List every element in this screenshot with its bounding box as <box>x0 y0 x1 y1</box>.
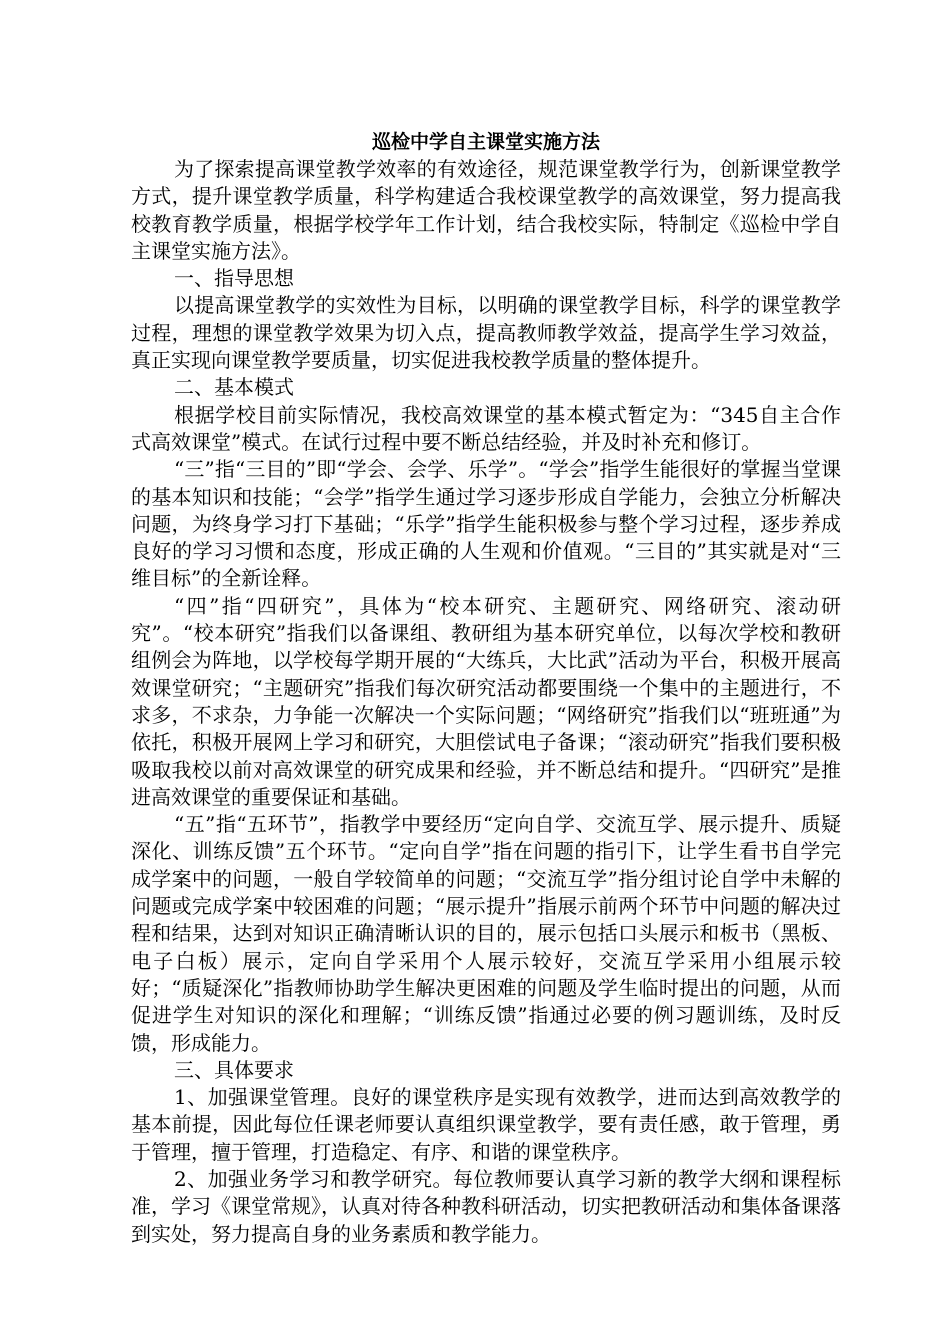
document-title: 巡检中学自主课堂实施方法 <box>371 131 600 153</box>
section-3-heading: 三、具体要求 <box>174 1057 294 1082</box>
section-2-paragraph-2: “三”指“三目的”即“学会、会学、乐学”。“学会”指学生能很好的掌握当堂课的基本知识和技能；“会学”指学生通过学习逐步形成自学能力，会独立分析解决问题，为终身学习打下基础；“乐学”指学生能积极参与整个学习过程，逐步养成良好的学习习惯和态度，形成正确的人生观和价值观。“三目的”其实就是对“三维目标”的全新诠释。 <box>131 457 841 591</box>
section-3-paragraph-1: 1、加强课堂管理。良好的课堂秩序是实现有效教学，进而达到高效教学的基本前提，因此每位任课老师要认真组织课堂教学，要有责任感，敢于管理，勇于管理，擅于管理，打造稳定、有序、和谐的课堂秩序。 <box>131 1085 841 1164</box>
document-body <box>131 128 841 1248</box>
section-3-paragraph-2: 2、加强业务学习和教学研究。每位教师要认真学习新的教学大纲和课程标准，学习《课堂常规》，认真对待各种教科研活动，切实把教研活动和集体备课落到实处，努力提高自身的业务素质和教学能力。 <box>131 1166 841 1246</box>
section-1-heading: 一、指导思想 <box>174 266 294 291</box>
section-2-paragraph-1: 根据学校目前实际情况，我校高效课堂的基本模式暂定为：“345自主合作式高效课堂”模式。在试行过程中要不断总结经验，并及时补充和修订。 <box>131 402 841 454</box>
section-2-paragraph-4: “五”指“五环节”，指教学中要经历“定向自学、交流互学、展示提升、质疑深化、训练反馈”五个环节。“定向自学”指在问题的指引下，让学生看书自学完成学案中的问题，一般自学较简单的问题；“交流互学”指分组讨论自学中未解的问题或完成学案中较困难的问题；“展示提升”指展示前两个环节中问题的解决过程和结果，达到对知识正确清晰认识的目的，展示包括口头展示和板书（黑板、电子白板）展示，定向自学采用个人展示较好，交流互学采用小组展示较好；“质疑深化”指教师协助学生解决更困难的问题及学生临时提出的问题，从而促进学生对知识的深化和理解；“训练反馈”指通过必要的例习题训练，及时反馈，形成能力。 <box>131 812 841 1055</box>
section-2-heading: 二、基本模式 <box>174 375 294 400</box>
section-2-paragraph-3: “四”指“四研究”，具体为“校本研究、主题研究、网络研究、滚动研究”。“校本研究”指我们以备课组、教研组为基本研究单位，以每次学校和教研组例会为阵地，以学校每学期开展的“大练兵，大比武”活动为平台，积极开展高效课堂研究；“主题研究”指我们每次研究活动都要围绕一个集中的主题进行，不求多，不求杂，力争能一次解决一个实际问题；“网络研究”指我们以“班班通”为依托，积极开展网上学习和研究，大胆偿试电子备课；“滚动研究”指我们要积极吸取我校以前对高效课堂的研究成果和经验，并不断总结和提升。“四研究”是推进高效课堂的重要保证和基础。 <box>131 593 841 809</box>
section-1-paragraph: 以提高课堂教学的实效性为目标，以明确的课堂教学目标，科学的课堂教学过程，理想的课堂教学效果为切入点，提高教师教学效益，提高学生学习效益，真正实现向课堂教学要质量，切实促进我校教学质量的整体提升。 <box>131 293 841 373</box>
intro-paragraph: 为了探索提高课堂教学效率的有效途径，规范课堂教学行为，创新课堂教学方式，提升课堂教学质量，科学构建适合我校课堂教学的高效课堂，努力提高我校教育教学质量，根据学校学年工作计划，结合我校实际，特制定《巡检中学自主课堂实施方法》。 <box>131 157 841 263</box>
